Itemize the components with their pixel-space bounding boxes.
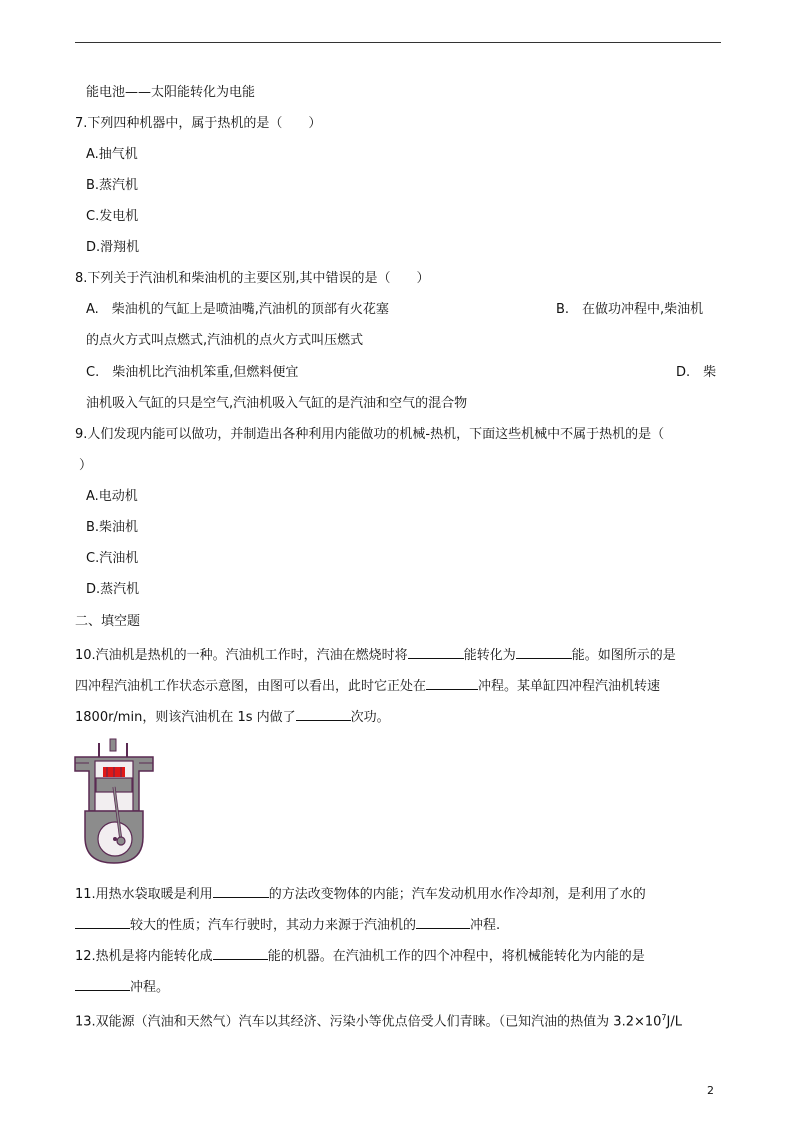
header-rule bbox=[75, 42, 721, 43]
q12-text-1a: 12.热机是将内能转化成 bbox=[75, 949, 213, 964]
q10-blank-3[interactable] bbox=[426, 677, 478, 690]
q10-blank-4[interactable] bbox=[296, 708, 351, 721]
q10-text-3b: 次功。 bbox=[350, 710, 390, 725]
q10-line-3 bbox=[75, 708, 390, 726]
q9-option-d: D.蒸汽机 bbox=[86, 582, 140, 597]
q13-text-1b: J/L bbox=[666, 1014, 682, 1030]
q11-text-2b: 冲程. bbox=[470, 918, 501, 933]
q9-stem-cont: ） bbox=[79, 458, 93, 473]
q12-blank-2[interactable] bbox=[75, 978, 130, 991]
q8-option-a: A. 柴油机的气缸上是喷油嘴,汽油机的顶部有火花塞 bbox=[86, 302, 389, 317]
q10-line-2 bbox=[75, 677, 660, 695]
q11-line-2 bbox=[75, 916, 500, 934]
q10-text-1c: 能。如图所示的是 bbox=[571, 648, 676, 663]
spark-plug-icon bbox=[110, 739, 116, 751]
q10-text-1a: 10.汽油机是热机的一种。汽油机工作时，汽油在燃烧时将 bbox=[75, 648, 408, 663]
carry-over-line: 能电池——太阳能转化为电能 bbox=[86, 85, 256, 100]
q7-option-b: B.蒸汽机 bbox=[86, 178, 139, 193]
q10-text-2b: 冲程。某单缸四冲程汽油机转速 bbox=[478, 679, 661, 694]
engine-diagram bbox=[73, 737, 155, 867]
q10-text-3a: 1800r/min，则该汽油机在 1s 内做了 bbox=[75, 710, 296, 725]
four-stroke-engine-figure bbox=[73, 737, 155, 867]
q12-line-2 bbox=[75, 978, 169, 996]
q12-blank-1[interactable] bbox=[213, 947, 268, 960]
q7-stem: 7.下列四种机器中，属于热机的是（ ） bbox=[75, 116, 322, 131]
q12-text-1b: 能的机器。在汽油机工作的四个冲程中，将机械能转化为内能的是 bbox=[267, 949, 645, 964]
crankshaft-icon bbox=[117, 837, 125, 845]
q10-line-1 bbox=[75, 646, 676, 664]
q9-option-b: B.柴油机 bbox=[86, 520, 139, 535]
q9-option-c: C.汽油机 bbox=[86, 551, 139, 566]
q11-text-2a: 较大的性质；汽车行驶时，其动力来源于汽油机的 bbox=[130, 918, 417, 933]
q11-blank-3[interactable] bbox=[416, 916, 470, 929]
q7-option-a: A.抽气机 bbox=[86, 147, 138, 162]
q8-option-d-head: D. 柴 bbox=[676, 365, 717, 380]
q8-option-d-tail: 油机吸入气缸的只是空气,汽油机吸入气缸的是汽油和空气的混合物 bbox=[86, 396, 468, 411]
q12-line-1 bbox=[75, 947, 645, 965]
q10-text-2a: 四冲程汽油机工作状态示意图，由图可以看出，此时它正处在 bbox=[75, 679, 427, 694]
q8-stem: 8.下列关于汽油机和柴油机的主要区别,其中错误的是（ ） bbox=[75, 271, 430, 286]
q10-blank-1[interactable] bbox=[408, 646, 464, 659]
q12-text-2b: 冲程。 bbox=[130, 980, 170, 995]
section-title: 二、填空题 bbox=[75, 614, 141, 629]
q7-option-c: C.发电机 bbox=[86, 209, 139, 224]
q10-text-1b: 能转化为 bbox=[463, 648, 516, 663]
q11-text-1a: 11.用热水袋取暖是利用 bbox=[75, 887, 213, 902]
q11-blank-1[interactable] bbox=[213, 885, 269, 898]
q8-option-c: C. 柴油机比汽油机笨重,但燃料便宜 bbox=[86, 365, 299, 380]
page-number: 2 bbox=[707, 1084, 714, 1097]
q13-line-1 bbox=[75, 1010, 682, 1030]
q13-text-1a: 13.双能源（汽油和天然气）汽车以其经济、污染小等优点倍受人们青睐。（已知汽油的热值为 3.2×10 bbox=[75, 1014, 662, 1030]
q8-option-b-tail: 的点火方式叫点燃式,汽油机的点火方式叫压燃式 bbox=[86, 333, 364, 348]
q11-line-1 bbox=[75, 885, 646, 903]
q11-blank-2[interactable] bbox=[75, 916, 130, 929]
q8-option-b-head: B. 在做功冲程中,柴油机 bbox=[556, 302, 704, 317]
q7-option-d: D.滑翔机 bbox=[86, 240, 140, 255]
q9-stem: 9.人们发现内能可以做功，并制造出各种利用内能做功的机械-热机，下面这些机械中不属于热机的是（ bbox=[75, 427, 665, 442]
q10-blank-2[interactable] bbox=[516, 646, 572, 659]
q11-text-1b: 的方法改变物体的内能；汽车发动机用水作冷却剂，是利用了水的 bbox=[268, 887, 646, 902]
q13-exponent: 7 bbox=[661, 1013, 667, 1022]
q9-option-a: A.电动机 bbox=[86, 489, 138, 504]
